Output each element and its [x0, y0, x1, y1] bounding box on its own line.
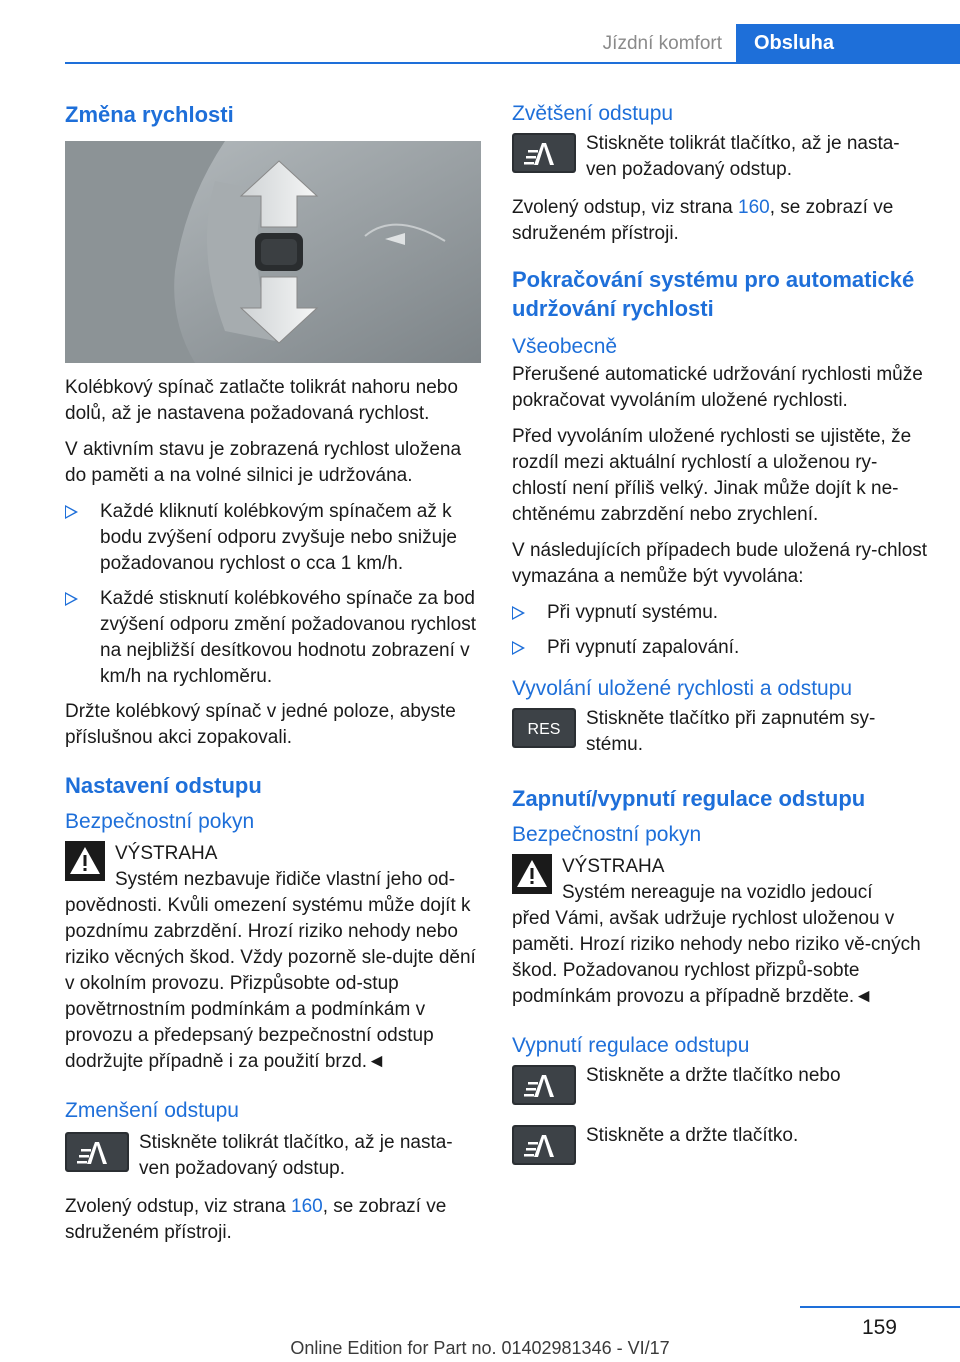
- footer-rule: [800, 1306, 960, 1308]
- off-text-2: Stiskněte a držte tlačítko.: [586, 1125, 799, 1146]
- list-item: Při vypnutí systému.: [512, 600, 928, 626]
- list-item: Každé kliknutí kolébkovým spínačem až k bodu zvýšení odporu zvyšuje nebo snižuje požadovanou rychlost o cca 1 km/h.: [65, 499, 481, 577]
- paragraph-general-1: Přerušené automatické udržování rychlosti může pokračovat vyvoláním uložené rychlosti.: [512, 364, 923, 411]
- recall-text: Stiskněte tlačítko při zapnutém sy-stému.: [586, 708, 876, 755]
- heading-safety-note: Bezpečnostní pokyn: [512, 823, 702, 846]
- right-column: [512, 100, 928, 1177]
- distance-button-icon: [512, 1065, 576, 1105]
- steering-wheel-photo: [65, 141, 481, 363]
- distance-button-icon: [65, 1132, 129, 1172]
- res-button-icon: [512, 708, 576, 748]
- warning-triangle-icon: [65, 841, 105, 881]
- off-row-2: [512, 1123, 928, 1165]
- left-column: [65, 100, 481, 1256]
- heading-recall-speed: Vyvolání uložené rychlosti a odstupu: [512, 677, 853, 700]
- heading-safety-note: Bezpečnostní pokyn: [65, 810, 255, 833]
- bullet-triangle-icon: [65, 592, 78, 606]
- bullet-triangle-icon: [512, 606, 525, 620]
- warning-box: [512, 854, 928, 1010]
- heading-general: Všeobecně: [512, 335, 618, 358]
- off-row-1: [512, 1063, 928, 1105]
- heading-off-distance: Vypnutí regulace odstupu: [512, 1034, 750, 1057]
- list-item: Při vypnutí zapalování.: [512, 635, 928, 661]
- page-link[interactable]: 160: [738, 197, 770, 218]
- increase-distance-ref: Zvolený odstup, viz strana 160, se zobrazí ve sdruženém přístroji.: [512, 197, 894, 244]
- heading-set-distance: Nastavení odstupu: [65, 773, 262, 798]
- warning-box: [65, 841, 481, 1075]
- decrease-distance-ref: Zvolený odstup, viz strana 160, se zobrazí ve sdruženém přístroji.: [65, 1196, 447, 1243]
- paragraph-active-state: V aktivním stavu je zobrazená rychlost uložena do paměti a na volné silnici je udržována.: [65, 439, 462, 486]
- header-section: Jízdní komfort: [602, 33, 722, 54]
- paragraph-general-3: V následujících případech bude uložená ry-chlost vymazána a nemůže být vyvolána:: [512, 540, 928, 587]
- recall-row: [512, 706, 928, 758]
- res-label: RES: [527, 721, 561, 738]
- footer-edition: Online Edition for Part no. 01402981346 - VI/17: [290, 1338, 670, 1358]
- bullet-triangle-icon: [512, 641, 525, 655]
- heading-resume-system: Pokračování systému pro automatické udržování rychlosti: [512, 267, 915, 321]
- distance-button-icon: [512, 1125, 576, 1165]
- bullet-list-cases: [512, 600, 928, 661]
- decrease-distance-text: Stiskněte tolikrát tlačítko, až je nasta-ven požadovaný odstup.: [139, 1132, 453, 1179]
- bullet-list-rocker: [65, 499, 481, 690]
- heading-onoff-distance: Zapnutí/vypnutí regulace odstupu: [512, 786, 866, 811]
- paragraph-rocker-switch: Kolébkový spínač zatlačte tolikrát nahoru nebo dolů, až je nastavena požadovaná rychlost.: [65, 377, 458, 424]
- paragraph-hold-switch: Držte kolébkový spínač v jedné poloze, abyste příslušnou akci zopakovali.: [65, 701, 456, 748]
- distance-button-icon: [512, 133, 576, 173]
- header-rule: [65, 62, 960, 64]
- warning-text-first: Systém nezbavuje řidiče vlastní jeho od-: [115, 869, 456, 890]
- heading-change-speed: Změna rychlosti: [65, 102, 234, 127]
- bullet-triangle-icon: [65, 505, 78, 519]
- warning-text-first: Systém nereaguje na vozidlo jedoucí: [562, 882, 873, 903]
- heading-decrease-distance: Zmenšení odstupu: [65, 1099, 239, 1122]
- paragraph-general-2: Před vyvoláním uložené rychlosti se ujistěte, že rozdíl mezi aktuální rychlostí a uloženou ry-chlostí není příliš velký. Jinak může dojít k ne-chtěnému zabrzdění nebo zrychlení.: [512, 426, 912, 525]
- warning-triangle-icon: [512, 854, 552, 894]
- warning-title: VÝSTRAHA: [562, 856, 665, 877]
- page-link[interactable]: 160: [291, 1196, 323, 1217]
- decrease-distance-row: [65, 1130, 481, 1182]
- heading-increase-distance: Zvětšení odstupu: [512, 102, 674, 125]
- warning-title: VÝSTRAHA: [115, 843, 218, 864]
- warning-text: před Vámi, avšak udržuje rychlost uloženou v paměti. Hrozí riziko nehody nebo riziko vě-cných škod. Požadovanou rychlost přizpů-sobte podmínkám provozu a případně brzděte.◄: [512, 908, 921, 1007]
- warning-text: povědnosti. Kvůli omezení systému může dojít k pozdnímu zabrzdění. Hrozí riziko nehody nebo riziko věcných škod. Vždy pozorně sle-dujte dění v okolním provozu. Přizpůsobte od-stup povětrnostním podmínkám a podmínkám v provozu a předepsaný bezpečnostní odstup dodržujte případně i za použití brzd.◄: [65, 895, 476, 1072]
- increase-distance-text: Stiskněte tolikrát tlačítko, až je nasta-ven požadovaný odstup.: [586, 133, 900, 180]
- header-chapter-tab: Obsluha: [736, 24, 960, 62]
- list-item: Každé stisknutí kolébkového spínače za bod zvýšení odporu změní požadovanou rychlost na nejbližší desítkovou hodnotu zobrazení v km/h na rychloměru.: [65, 586, 481, 690]
- increase-distance-row: [512, 131, 928, 183]
- page-number: 159: [861, 1316, 897, 1339]
- off-text-1: Stiskněte a držte tlačítko nebo: [586, 1065, 841, 1086]
